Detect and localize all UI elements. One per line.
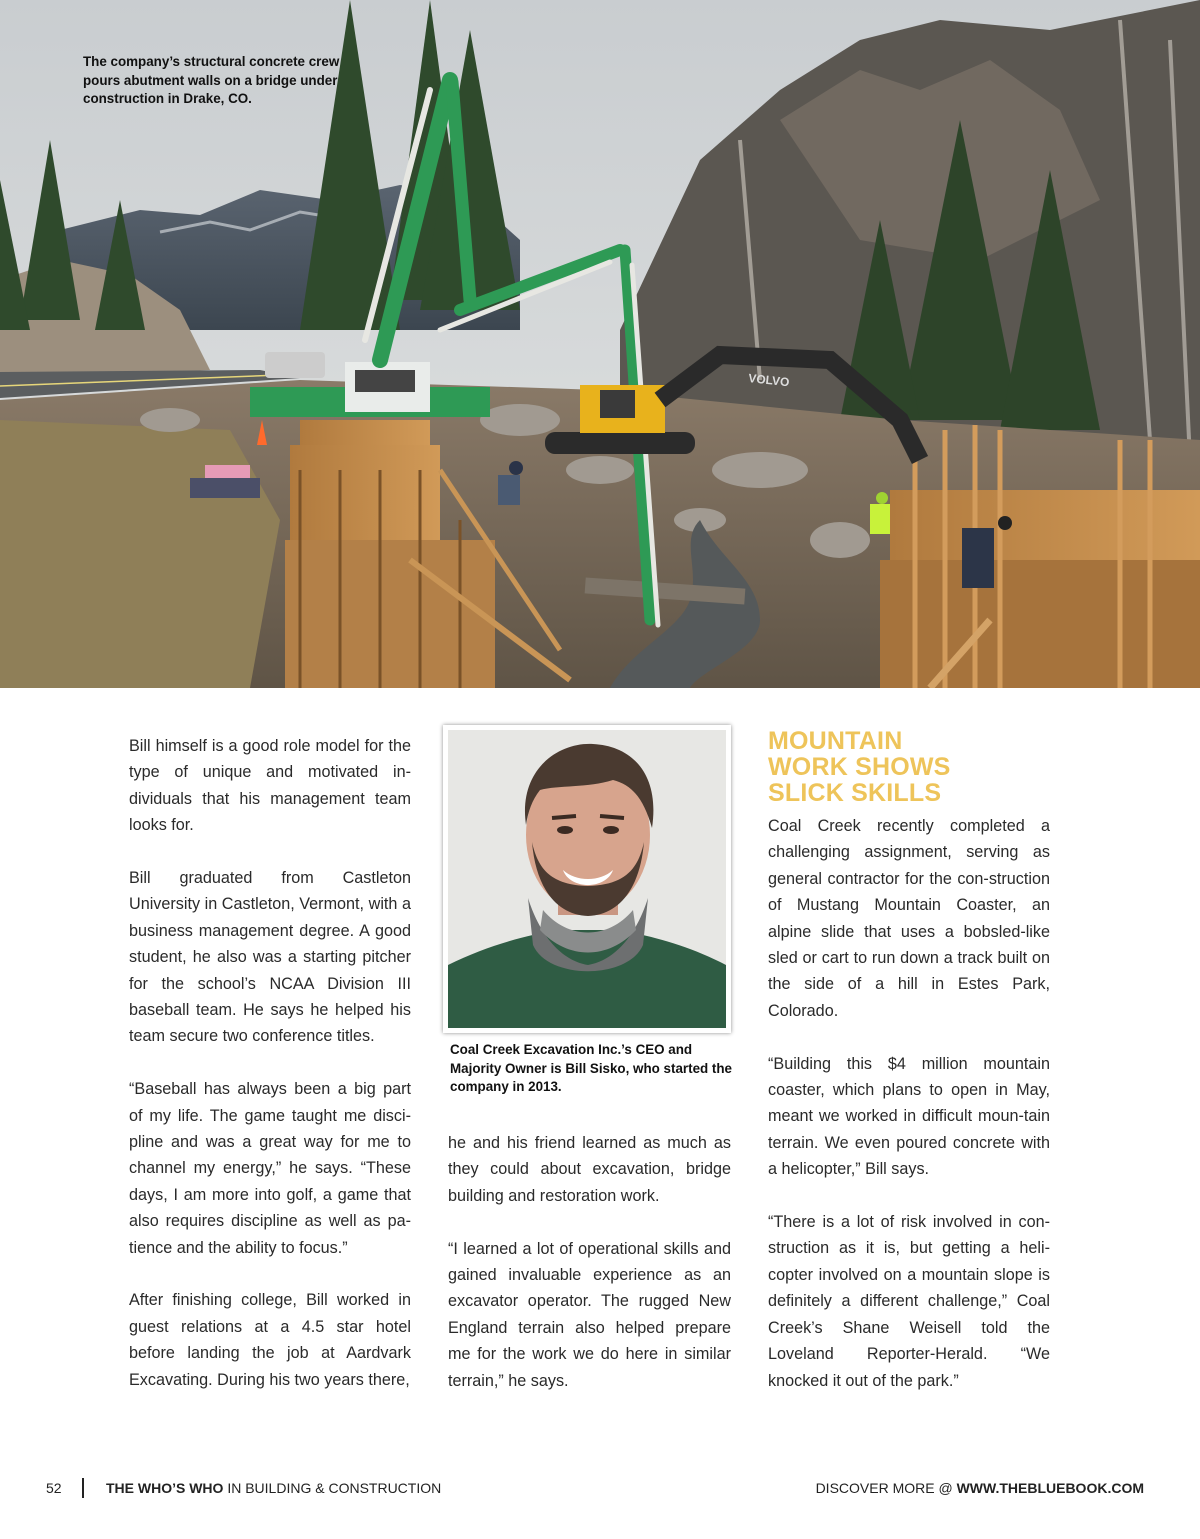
- article-column-3: [768, 813, 1050, 1420]
- article-column-1: [129, 733, 411, 1420]
- paragraph: “I learned a lot of operational skills and gained invaluable experience as an excavator operator. The rugged New England terrain also helped prepare me for the work we do here in similar terrain,” he says.: [448, 1239, 731, 1390]
- website-link[interactable]: WWW.THEBLUEBOOK.COM: [956, 1480, 1144, 1496]
- discover-more: [816, 1480, 1144, 1496]
- paragraph: “Building this $4 million mountain coaster, which plans to open in May, meant we worked in difficult moun-tain terrain. We even poured concrete with a helicopter,” Bill says.: [768, 1054, 1050, 1179]
- paragraph: Bill himself is a good role model for the type of unique and motivated in-dividuals that his management team looks for.: [129, 737, 411, 835]
- hero-photo-caption: The company’s structural concrete crew pours abutment walls on a bridge under construction in Drake, CO.: [83, 54, 340, 106]
- article-column-2: [448, 1130, 731, 1420]
- paragraph: he and his friend learned as much as they could about excavation, bridge building and restoration work.: [448, 1134, 731, 1205]
- paragraph: “There is a lot of risk involved in con-struction as it is, but getting a heli-copter involved on a mountain slope is definitely a different challenge,” Coal Creek’s Shane Weisell told the Loveland Reporter-Herald. “We knocked it out of the park.”: [768, 1213, 1050, 1390]
- publication-name: [106, 1480, 441, 1496]
- headline-line: WORK SHOWS: [768, 753, 951, 781]
- discover-prefix: DISCOVER MORE @: [815, 1480, 957, 1496]
- paragraph: After finishing college, Bill worked in guest relations at a 4.5 star hotel before landing the job at Aardvark Excavating. During his two years there,: [129, 1291, 411, 1389]
- portrait-caption: Coal Creek Excavation Inc.’s CEO and Majority Owner is Bill Sisko, who started the company in 2013.: [450, 1042, 733, 1094]
- headline-line: SLICK SKILLS: [768, 779, 942, 807]
- publication-name-rest: IN BUILDING & CONSTRUCTION: [223, 1480, 442, 1496]
- footer-divider: [82, 1478, 84, 1498]
- excavator-brand: VOLVO: [747, 371, 791, 390]
- publication-name-bold: THE WHO’S WHO: [106, 1480, 224, 1496]
- paragraph: Bill graduated from Castleton University in Castleton, Vermont, with a business management degree. A good student, he also was a starting pitcher for the school’s NCAA Division III baseball team. He says he helped his team secure two conference titles.: [129, 869, 411, 1046]
- page-footer: [0, 1476, 1200, 1500]
- paragraph: “Baseball has always been a big part of my life. The game taught me disci-pline and was a great way for me to channel my energy,” he says. “These days, I am more into golf, a game that also requires discipline as well as pa-tience and the ability to focus.”: [129, 1080, 411, 1257]
- paragraph: Coal Creek recently completed a challenging assignment, serving as general contractor for the con-struction of Mustang Mountain Coaster, an alpine slide that uses a bobsled-like sled or cart to run down a track built on the side of a hill in Estes Park, Colorado.: [768, 817, 1050, 1020]
- headline-line: MOUNTAIN: [768, 727, 903, 755]
- page-number: 52: [46, 1480, 62, 1496]
- section-headline: [768, 728, 1058, 806]
- ceo-portrait-photo: [443, 725, 731, 1033]
- portrait-image: [448, 730, 726, 1028]
- hero-photo: [0, 0, 1200, 688]
